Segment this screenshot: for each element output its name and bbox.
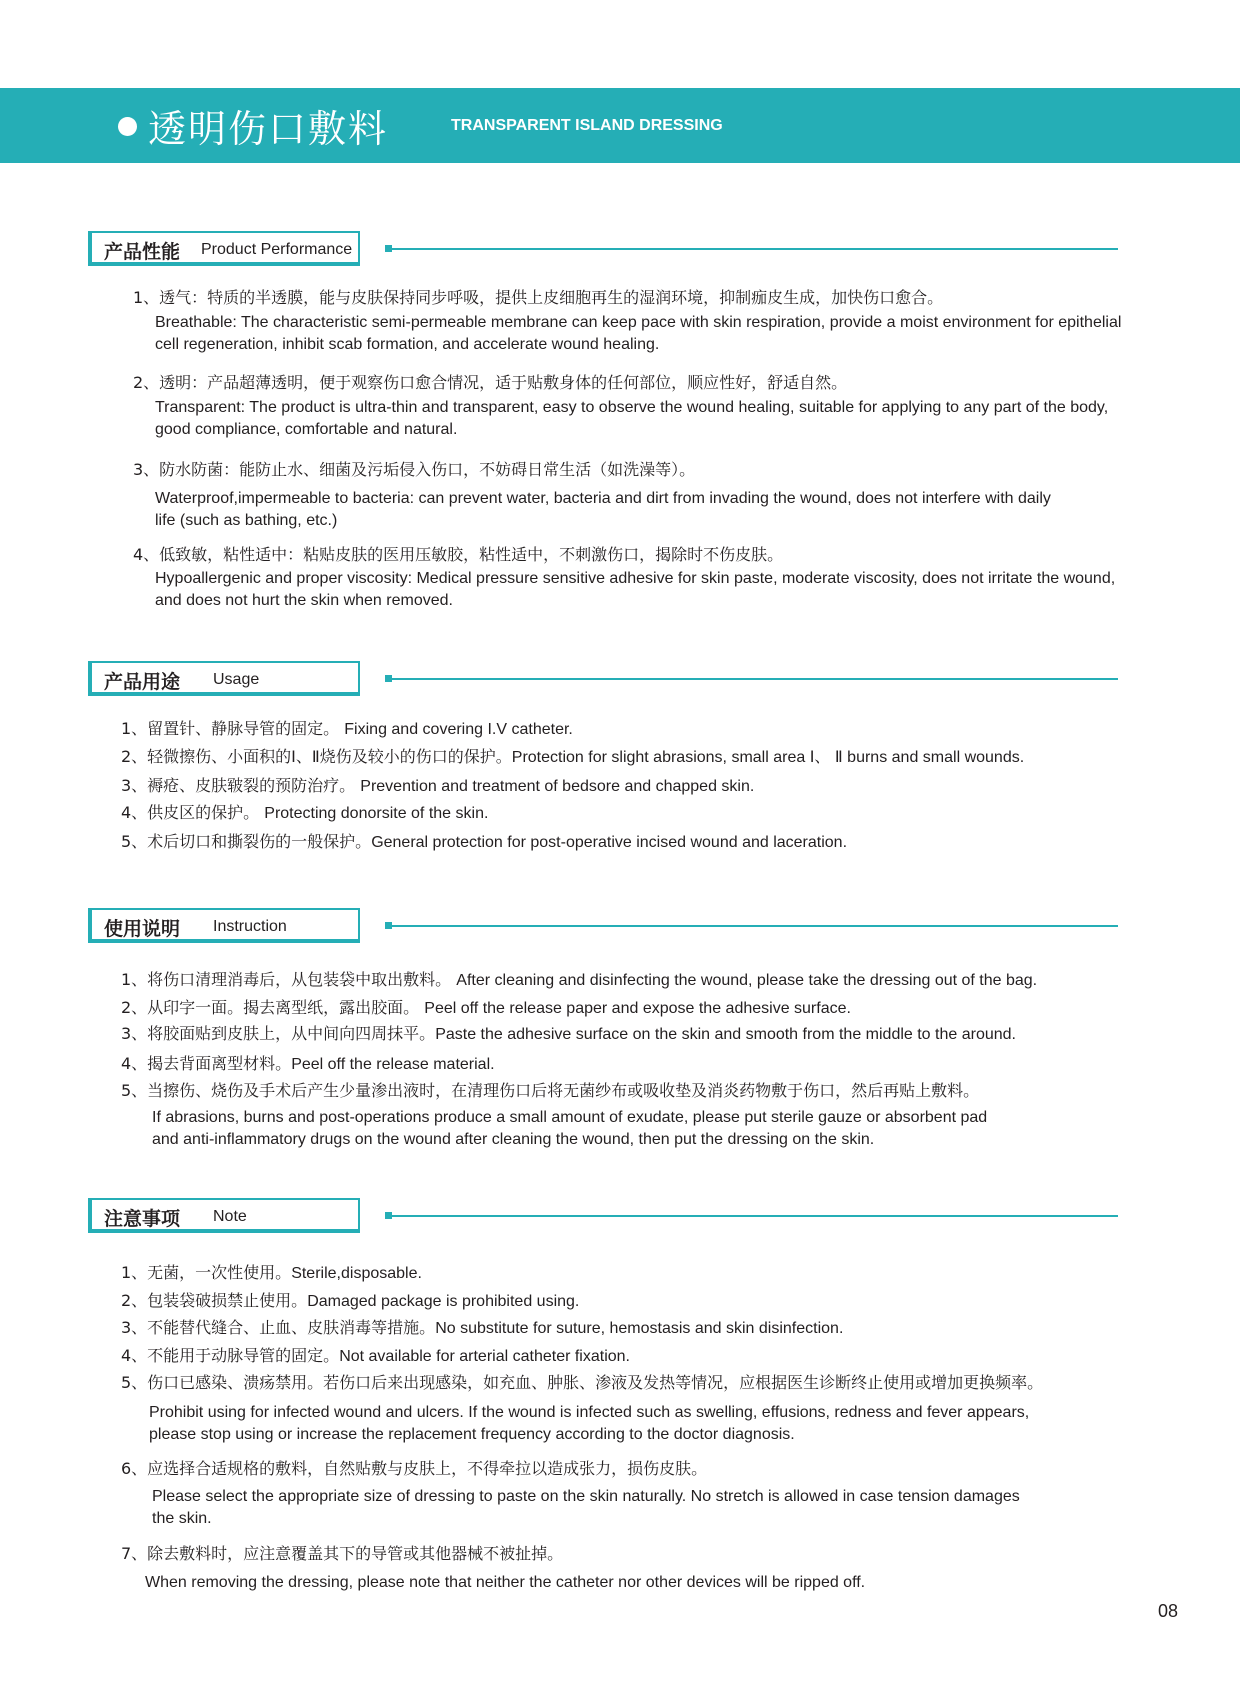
page-title-en: TRANSPARENT ISLAND DRESSING [451, 117, 723, 134]
instruction-item-3 [121, 1023, 1016, 1046]
note-item-1-zh: 1、无菌，一次性使用。 [121, 1263, 292, 1282]
usage-item-4-zh: 4、供皮区的保护。 [121, 803, 260, 822]
note-item-6-en-line-1: Please select the appropriate size of dressing to paste on the skin naturally. No stretch is allowed in case tension damages [152, 1488, 1020, 1505]
note-item-4-en: Not available for arterial catheter fixation. [339, 1348, 630, 1365]
note-item-3-en: No substitute for suture, hemostasis and skin disinfection. [435, 1320, 844, 1337]
note-item-2 [121, 1290, 579, 1313]
performance-item-2-en-line-2: good compliance, comfortable and natural. [155, 421, 458, 438]
section-heading-box [88, 908, 360, 943]
note-item-6-zh: 6、应选择合适规格的敷料，自然贴敷与皮肤上，不得牵拉以造成张力，损伤皮肤。 [121, 1459, 708, 1478]
performance-item-2-en-line-1: Transparent: The product is ultra-thin and transparent, easy to observe the wound healing, suitable for applying to any part of the body, [155, 399, 1109, 416]
instruction-item-5-en-line-2: and anti-inflammatory drugs on the wound after cleaning the wound, then put the dressing on the skin. [152, 1131, 875, 1148]
section-divider [385, 1215, 1118, 1217]
bullet-dot-icon [118, 117, 137, 136]
note-item-1 [121, 1262, 422, 1285]
usage-item-2-zh: 2、轻微擦伤、小面积的Ⅰ、Ⅱ烧伤及较小的伤口的保护。 [121, 747, 512, 766]
divider-marker-icon [385, 245, 392, 252]
instruction-item-4-en: Peel off the release material. [291, 1056, 495, 1073]
section-title-en: Product Performance [201, 241, 353, 258]
instruction-item-2-en: Peel off the release paper and expose the adhesive surface. [424, 1000, 851, 1017]
note-item-3 [121, 1317, 843, 1340]
header-banner [0, 88, 1240, 163]
usage-item-5-en: General protection for post-operative incised wound and laceration. [371, 834, 848, 851]
usage-item-3 [121, 775, 754, 798]
note-item-3-zh: 3、不能替代缝合、止血、皮肤消毒等措施。 [121, 1318, 436, 1337]
instruction-item-5-en-line-1: If abrasions, burns and post-operations produce a small amount of exudate, please put sterile gauze or absorbent pad [152, 1109, 988, 1126]
performance-item-3-en-line-2: life (such as bathing, etc.) [155, 512, 338, 529]
note-item-7-zh: 7、除去敷料时，应注意覆盖其下的导管或其他器械不被扯掉。 [121, 1544, 564, 1563]
section-title-zh: 产品性能 [104, 241, 181, 263]
instruction-item-1-en: After cleaning and disinfecting the wound, please take the dressing out of the bag. [456, 972, 1038, 989]
usage-item-2 [121, 746, 1024, 769]
performance-item-4-en-line-1: Hypoallergenic and proper viscosity: Medical pressure sensitive adhesive for skin paste, moderate viscosity, does not irritate the wound, [155, 570, 1116, 587]
section-divider [385, 678, 1118, 680]
instruction-item-3-zh: 3、将胶面贴到皮肤上，从中间向四周抹平。 [121, 1024, 436, 1043]
usage-item-1-en: Fixing and covering I.V catheter. [344, 721, 573, 738]
section-heading-box [88, 661, 360, 696]
section-divider [385, 248, 1118, 250]
note-item-4 [121, 1345, 630, 1368]
instruction-item-2-zh: 2、从印字一面。揭去离型纸，露出胶面。 [121, 998, 420, 1017]
page-title-zh: 透明伤口敷料 [148, 107, 389, 151]
note-item-2-en: Damaged package is prohibited using. [307, 1293, 580, 1310]
note-item-1-en: Sterile,disposable. [291, 1265, 422, 1282]
usage-item-4-en: Protecting donorsite of the skin. [264, 805, 489, 822]
usage-item-5-zh: 5、术后切口和撕裂伤的一般保护。 [121, 832, 372, 851]
section-title-en: Instruction [213, 918, 287, 935]
note-item-5-en-line-1: Prohibit using for infected wound and ulcers. If the wound is infected such as swelling, effusions, redness and fever appears, [149, 1404, 1030, 1421]
performance-item-4-en-line-2: and does not hurt the skin when removed. [155, 592, 453, 609]
usage-item-1-zh: 1、留置针、静脉导管的固定。 [121, 719, 340, 738]
instruction-item-2 [121, 997, 851, 1020]
section-title-en: Usage [213, 671, 260, 688]
note-item-7-en-line-1: When removing the dressing, please note that neither the catheter nor other devices will be ripped off. [145, 1574, 866, 1591]
divider-marker-icon [385, 922, 392, 929]
section-title-zh: 使用说明 [104, 918, 181, 940]
divider-marker-icon [385, 675, 392, 682]
usage-item-1 [121, 718, 573, 741]
performance-item-1-en-line-1: Breathable: The characteristic semi-permeable membrane can keep pace with skin respiration, provide a moist environment for epithelial [155, 314, 1122, 331]
section-heading-box [88, 231, 360, 266]
performance-item-2-zh: 2、透明：产品超薄透明，便于观察伤口愈合情况，适于贴敷身体的任何部位，顺应性好，舒适自然。 [133, 373, 848, 392]
page-number: 08 [1158, 1601, 1179, 1621]
section-title-zh: 产品用途 [104, 671, 181, 693]
instruction-item-3-en: Paste the adhesive surface on the skin and smooth from the middle to the around. [435, 1026, 1016, 1043]
performance-item-3-zh: 3、防水防菌：能防止水、细菌及污垢侵入伤口，不妨碍日常生活（如洗澡等）。 [133, 460, 696, 479]
instruction-item-4-zh: 4、揭去背面离型材料。 [121, 1054, 292, 1073]
note-item-4-zh: 4、不能用于动脉导管的固定。 [121, 1346, 340, 1365]
usage-item-3-en: Prevention and treatment of bedsore and chapped skin. [360, 778, 755, 795]
usage-item-5 [121, 831, 847, 854]
instruction-item-5-zh: 5、当擦伤、烧伤及手术后产生少量渗出液时，在清理伤口后将无菌纱布或吸收垫及消炎药物敷于伤口，然后再贴上敷料。 [121, 1081, 980, 1100]
instruction-item-1 [121, 969, 1037, 992]
divider-marker-icon [385, 1212, 392, 1219]
performance-item-4-zh: 4、低致敏，粘性适中：粘贴皮肤的医用压敏胶，粘性适中，不刺激伤口，揭除时不伤皮肤。 [133, 545, 784, 564]
section-heading-box [88, 1198, 360, 1233]
note-item-5-en-line-2: please stop using or increase the replacement frequency according to the doctor diagnosis. [149, 1426, 795, 1443]
section-divider [385, 925, 1118, 927]
note-item-2-zh: 2、包装袋破损禁止使用。 [121, 1291, 308, 1310]
performance-item-3-en-line-1: Waterproof,impermeable to bacteria: can prevent water, bacteria and dirt from invading the wound, does not interfere with daily [155, 490, 1051, 507]
usage-item-4 [121, 802, 488, 825]
note-item-6-en-line-2: the skin. [152, 1510, 212, 1527]
usage-item-2-en: Protection for slight abrasions, small area Ⅰ、 Ⅱ burns and small wounds. [511, 749, 1025, 766]
instruction-item-4 [121, 1053, 495, 1076]
section-title-zh: 注意事项 [104, 1208, 181, 1230]
usage-item-3-zh: 3、褥疮、皮肤皲裂的预防治疗。 [121, 776, 356, 795]
performance-item-1-zh: 1、透气：特质的半透膜，能与皮肤保持同步呼吸，提供上皮细胞再生的湿润环境，抑制痂皮生成，加快伤口愈合。 [133, 288, 944, 307]
note-item-5-zh: 5、伤口已感染、溃疡禁用。若伤口后来出现感染，如充血、肿胀、渗液及发热等情况，应根据医生诊断终止使用或增加更换频率。 [121, 1373, 1044, 1392]
section-title-en: Note [213, 1208, 247, 1225]
instruction-item-1-zh: 1、将伤口清理消毒后，从包装袋中取出敷料。 [121, 970, 452, 989]
performance-item-1-en-line-2: cell regeneration, inhibit scab formation, and accelerate wound healing. [155, 336, 660, 353]
